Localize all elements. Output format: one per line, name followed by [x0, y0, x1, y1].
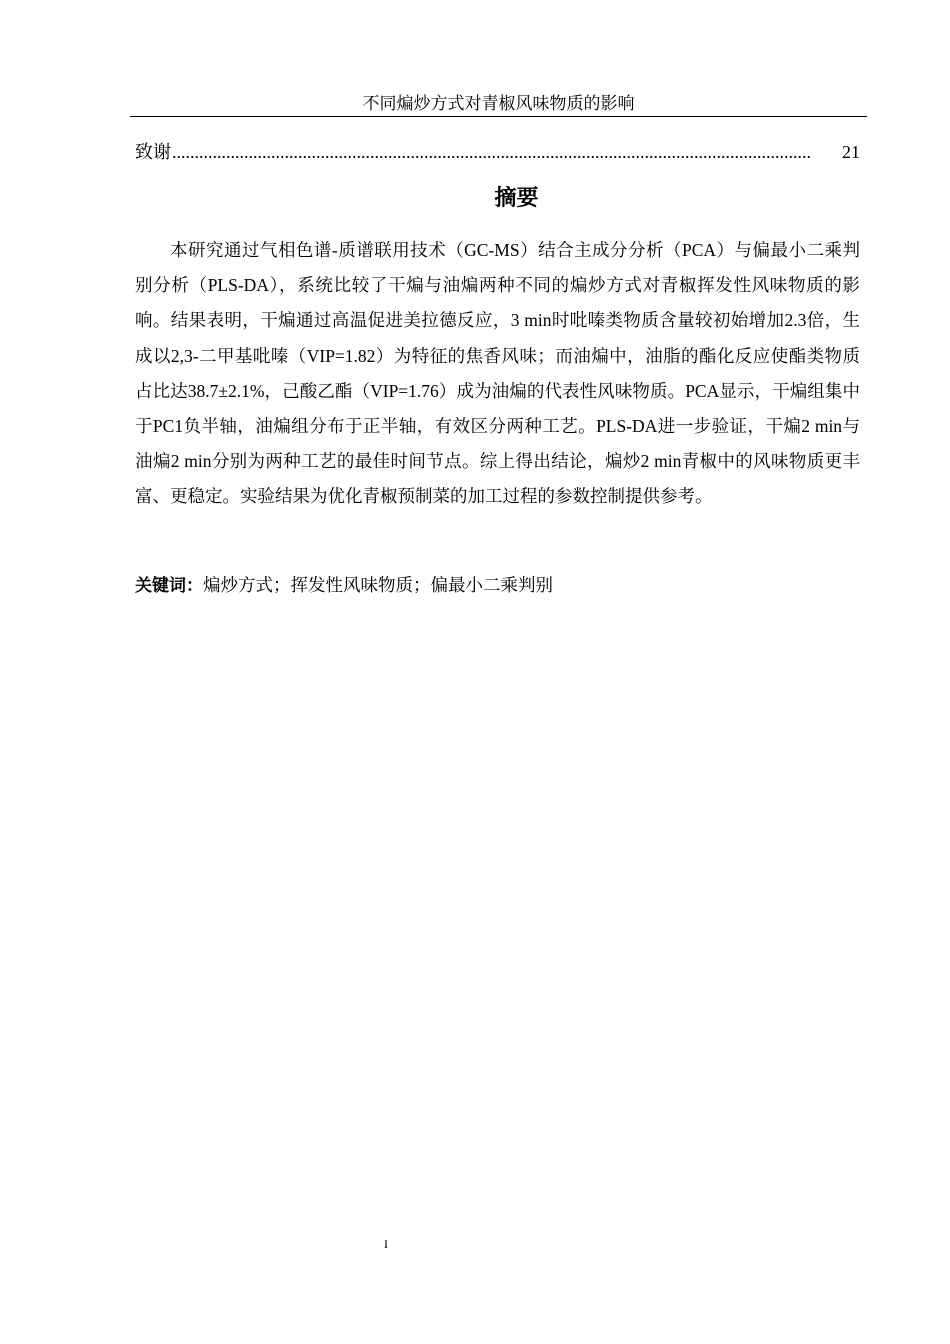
keywords-label: 关键词：: [135, 576, 203, 596]
keywords-text: 煸炒方式；挥发性风味物质；偏最小二乘判别: [203, 575, 553, 595]
toc-entry-page-number: 21: [842, 142, 860, 162]
toc-entry-label: 致谢: [135, 142, 171, 162]
abstract-paragraph: 本研究通过气相色谱-质谱联用技术（GC-MS）结合主成分分析（PCA）与偏最小二乘判别分析（PLS-DA），系统比较了干煸与油煸两种不同的煸炒方式对青椒挥发性风味物质的影响。结果表明，干煸通过高温促进美拉德反应，3 min时吡嗪类物质含量较初始增加2.3倍，生成以2,3-二甲基吡嗪（VIP=1.82）为特征的焦香风味；而油煸中，油脂的酯化反应使酯类物质占比达38.7±2.1%，己酸乙酯（VIP=1.76）成为油煸的代表性风味物质。PCA显示，干煸组集中于PC1负半轴，油煸组分布于正半轴，有效区分两种工艺。PLS-DA进一步验证，干煸2 min与油煸2 min分别为两种工艺的最佳时间节点。综上得出结论，煸炒2 min青椒中的风味物质更丰富、更稳定。实验结果为优化青椒预制菜的加工过程的参数控制提供参考。: [135, 240, 860, 507]
toc-dot-leader: ..............................................................................................................................................: [172, 142, 811, 162]
toc-entry: [135, 138, 860, 166]
running-header: 不同煸炒方式对青椒风味物质的影响: [130, 92, 867, 117]
abstract-heading: 摘要: [494, 186, 539, 211]
keywords-line: [135, 568, 860, 604]
page-number: I: [384, 1237, 388, 1251]
